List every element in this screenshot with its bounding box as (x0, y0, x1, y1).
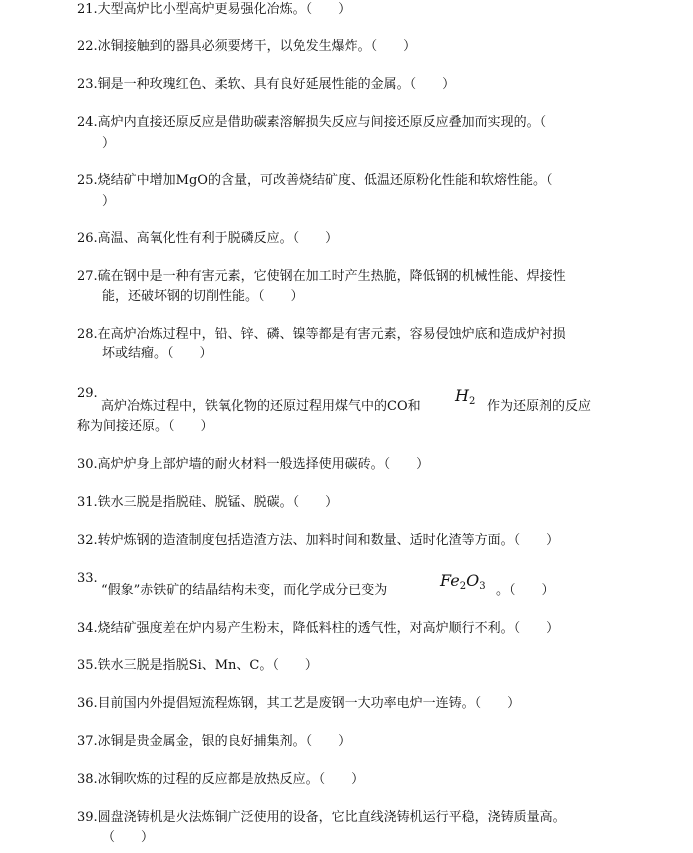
question-39: 39.圆盘浇铸机是火法炼铜广泛使用的设备，它比直线浇铸机运行平稳，浇铸质量高。 (77, 810, 566, 825)
question-26: 26.高温、高氧化性有利于脱磷反应。（ ） (77, 231, 339, 246)
question-25: 25.烧结矿中增加MgO的含量，可改善烧结矿度、低温还原粉化性能和软熔性能。（ (77, 173, 553, 188)
question-29-continuation: 称为间接还原。（ ） (77, 419, 214, 434)
question-27: 27.硫在钢中是一种有害元素，它使钢在加工时产生热脆，降低钢的机械性能、焊接性 (77, 269, 566, 284)
formula-fe-subscript: 2 (459, 581, 467, 592)
question-33-formula (440, 572, 486, 590)
question-28: 28.在高炉冶炼过程中，铅、锌、磷、镍等都是有害元素，容易侵蚀炉底和造成炉衬损 (77, 327, 566, 342)
question-37: 37.冰铜是贵金属金，银的良好捕集剂。（ ） (77, 734, 352, 749)
question-27-continuation: 能，还破坏钢的切削性能。（ ） (102, 289, 304, 304)
question-35: 35.铁水三脱是指脱Si、Mn、C。（ ） (77, 658, 318, 673)
question-29-formula (455, 387, 475, 405)
question-24: 24.高炉内直接还原反应是借助碳素溶解损失反应与间接还原反应叠加而实现的。（ (77, 115, 547, 130)
question-28-continuation: 坏或结瘤。（ ） (102, 346, 213, 361)
question-24-continuation: ） (102, 136, 116, 151)
question-29-number: 29. (77, 386, 98, 401)
question-36: 36.目前国内外提倡短流程炼钢，其工艺是废钢一大功率电炉一连铸。（ ） (77, 696, 521, 711)
question-39-continuation: （ ） (102, 830, 155, 845)
question-21: 21.大型高炉比小型高炉更易强化冶炼。（ ） (77, 2, 352, 17)
formula-h-subscript: 2 (468, 396, 476, 407)
formula-h: H (455, 386, 469, 405)
question-22: 22.冰铜接触到的器具必须要烤干，以免发生爆炸。（ ） (77, 39, 417, 54)
question-38: 38.冰铜吹炼的过程的反应都是放热反应。（ ） (77, 772, 365, 787)
question-30: 30.高炉炉身上部炉墙的耐火材料一般选择使用碳砖。（ ） (77, 457, 430, 472)
question-33-number: 33. (77, 571, 98, 586)
question-34: 34.烧结矿强度差在炉内易产生粉末，降低料柱的透气性，对高炉顺行不利。（ ） (77, 621, 560, 636)
question-25-continuation: ） (102, 194, 116, 209)
question-32: 32.转炉炼钢的造渣制度包括造渣方法、加料时间和数量、适时化渣等方面。（ ） (77, 533, 560, 548)
question-33-text: “假象”赤铁矿的结晶结构未变，而化学成分已变为 (101, 583, 388, 598)
formula-fe: Fe (440, 571, 460, 590)
question-23: 23.铜是一种玫瑰红色、柔软、具有良好延展性能的金属。（ ） (77, 77, 456, 92)
question-33-text-after: 。（ ） (496, 583, 555, 598)
question-29-text-after: 作为还原剂的反应 (487, 399, 592, 414)
formula-o-subscript: 3 (479, 581, 486, 592)
question-29-text: 高炉冶炼过程中，铁氧化物的还原过程用煤气中的CO和 (101, 399, 421, 414)
question-31: 31.铁水三脱是指脱硅、脱锰、脱碳。（ ） (77, 495, 339, 510)
formula-o: O (466, 571, 480, 590)
